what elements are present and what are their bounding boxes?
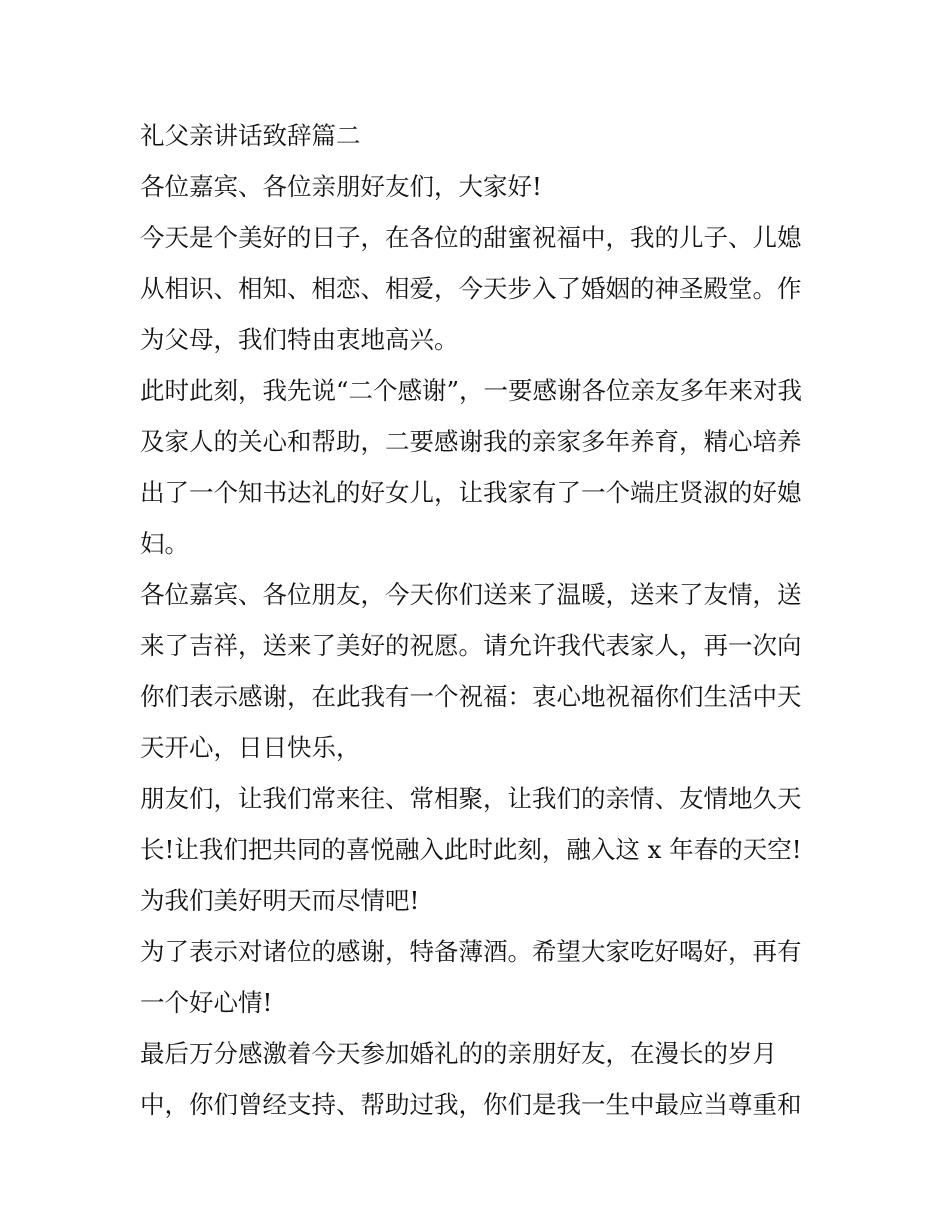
text-line: 最后万分感激着今天参加婚礼的的亲朋好友，在漫长的岁月 <box>140 1039 777 1068</box>
text-line: 一个好心情! <box>140 988 273 1017</box>
text-line: 出了一个知书达礼的好女儿，让我家有了一个端庄贤淑的好媳 <box>140 478 802 507</box>
text-line: 为我们美好明天而尽情吧! <box>140 886 420 915</box>
text-line: 各位嘉宾、各位亲朋好友们，大家好! <box>140 172 542 201</box>
text-line: 各位嘉宾、各位朋友，今天你们送来了温暖，送来了友情，送 <box>140 580 802 609</box>
text-line: 来了吉祥，送来了美好的祝愿。请允许我代表家人，再一次向 <box>140 631 802 660</box>
text-line: 妇。 <box>140 529 189 558</box>
text-line: 中，你们曾经支持、帮助过我，你们是我一生中最应当尊重和 <box>140 1090 802 1119</box>
text-line: 从相识、相知、相恋、相爱，今天步入了婚姻的神圣殿堂。作 <box>140 274 802 303</box>
text-line: 及家人的关心和帮助，二要感谢我的亲家多年养育，精心培养 <box>140 427 802 456</box>
text-line: 你们表示感谢，在此我有一个祝福：衷心地祝福你们生活中天 <box>140 682 802 711</box>
text-line: 为了表示对诸位的感谢，特备薄酒。希望大家吃好喝好，再有 <box>140 937 802 966</box>
text-line: 今天是个美好的日子，在各位的甜蜜祝福中，我的儿子、儿媳 <box>140 223 802 252</box>
text-line: 此时此刻，我先说“二个感谢”，一要感谢各位亲友多年来对我 <box>140 376 803 405</box>
document-body <box>140 110 820 1130</box>
document-title: 礼父亲讲话致辞篇二 <box>140 121 361 150</box>
text-line: 长!让我们把共同的喜悦融入此时此刻，融入这 x 年春的天空! <box>140 835 802 864</box>
text-line: 朋友们，让我们常来往、常相聚，让我们的亲情、友情地久天 <box>140 784 802 813</box>
text-line: 天开心，日日快乐， <box>140 733 361 762</box>
text-line: 为父母，我们特由衷地高兴。 <box>140 325 459 354</box>
